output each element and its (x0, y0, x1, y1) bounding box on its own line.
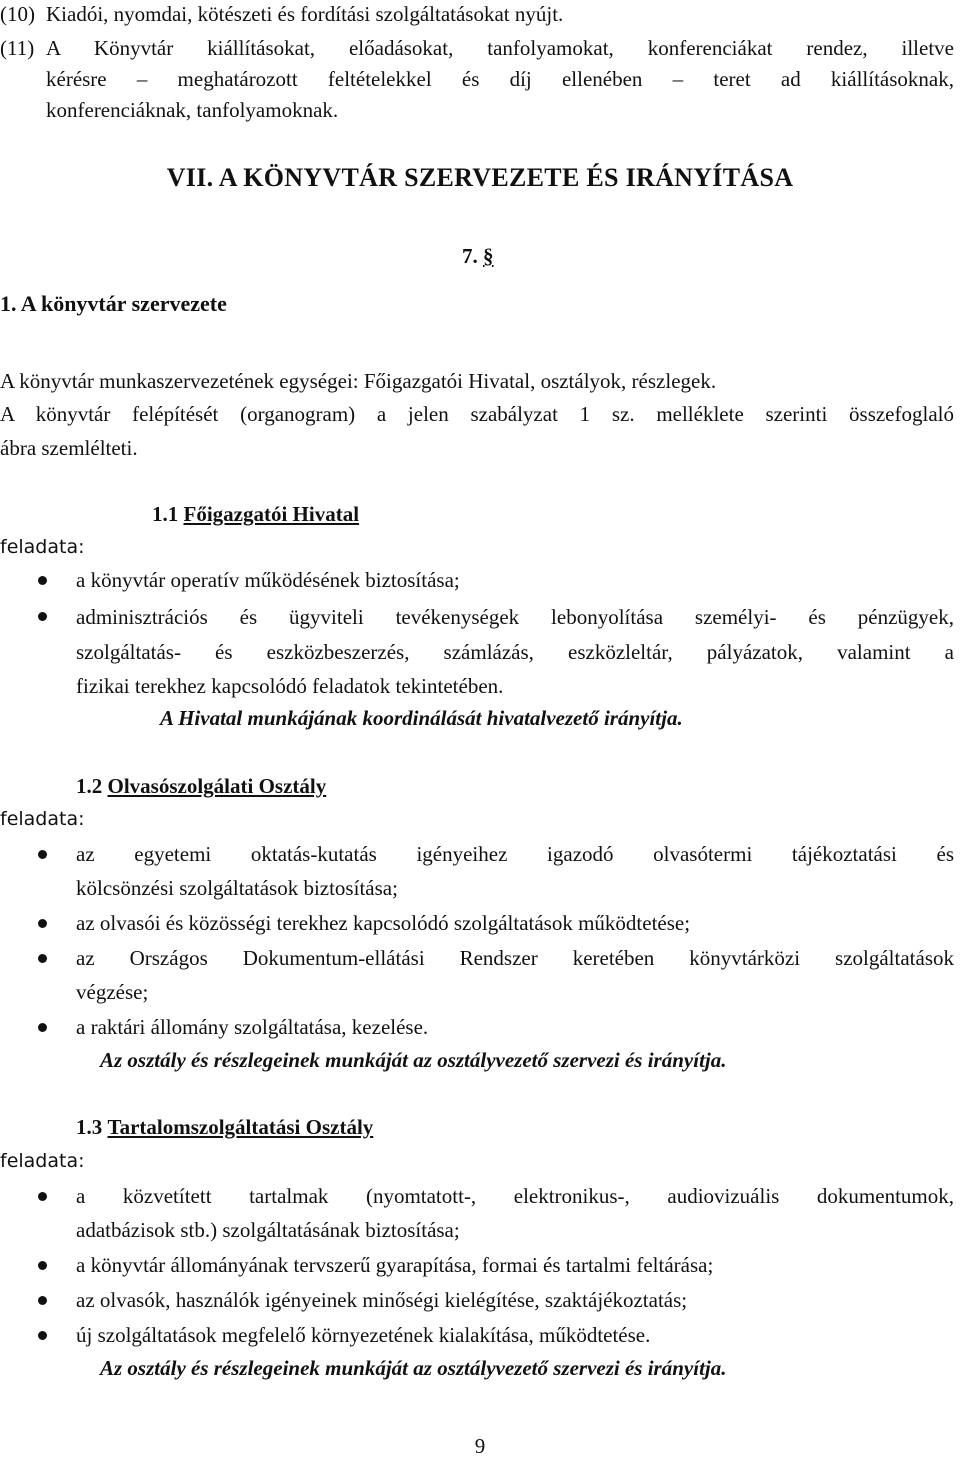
unit-1-3-heading (76, 1113, 373, 1141)
unit-1-3-task-1-line-1: a közvetített tartalmak (nyomtatott-, elektronikus-, audiovizuális dokumentumok, (76, 1184, 954, 1208)
unit-1-2-task-1-line-1: az egyetemi oktatás-kutatás igényeihez igazodó olvasótermi tájékoztatási és (76, 842, 954, 866)
unit-1-1-heading (152, 500, 359, 528)
intro-line-3: ábra szemlélteti. (0, 436, 138, 460)
unit-1-3-task-1-line-2: adatbázisok stb.) szolgáltatásának biztosítása; (76, 1218, 460, 1242)
unit-1-3-number: 1.3 (76, 1115, 103, 1139)
section-heading: 1. A könyvtár szervezete (0, 291, 227, 316)
unit-1-1-task-2-line-3: fizikai terekhez kapcsolódó feladatok tekintetében. (76, 674, 504, 698)
bullet-icon (38, 1331, 47, 1340)
bullet-icon (38, 1296, 47, 1305)
unit-1-2-heading (76, 772, 326, 800)
unit-1-1-task-2-line-2: szolgáltatás- és eszközbeszerzés, számlázás, eszközleltár, pályázatok, valamint a (76, 640, 954, 664)
unit-1-1-note: A Hivatal munkájának koordinálását hivatalvezető irányítja. (160, 706, 683, 730)
bullet-icon (38, 919, 47, 928)
unit-1-1-number: 1.1 (152, 502, 179, 526)
unit-1-3-task-3: az olvasók, használók igényeinek minőségi kielégítése, szaktájékoztatás; (76, 1288, 688, 1312)
bullet-icon (38, 1192, 47, 1201)
unit-1-2-task-4: a raktári állomány szolgáltatása, kezelése. (76, 1015, 429, 1039)
unit-1-2-task-3-line-2: végzése; (76, 980, 149, 1004)
bullet-icon (38, 576, 47, 585)
bullet-icon (38, 1023, 47, 1032)
intro-line-1: A könyvtár munkaszervezetének egységei: Főigazgatói Hivatal, osztályok, részlegek. (0, 369, 717, 393)
paragraph-number: 7. § (462, 244, 494, 268)
item-10-text: Kiadói, nyomdai, kötészeti és fordítási szolgáltatásokat nyújt. (46, 2, 564, 26)
unit-1-3-note: Az osztály és részlegeinek munkáját az osztályvezető szervezi és irányítja. (100, 1356, 727, 1380)
unit-1-2-note: Az osztály és részlegeinek munkáját az osztályvezető szervezi és irányítja. (100, 1048, 727, 1072)
unit-1-2-name: Olvasószolgálati Osztály (107, 774, 327, 798)
item-11-line-2: kérésre – meghatározott feltételekkel és díj ellenében – teret ad kiállításoknak, (46, 67, 954, 91)
chapter-title: VII. A KÖNYVTÁR SZERVEZETE ÉS IRÁNYÍTÁSA (166, 163, 794, 192)
unit-1-3-label: feladata: (0, 1150, 85, 1172)
item-11-line-1: A Könyvtár kiállításokat, előadásokat, tanfolyamokat, konferenciákat rendez, illetve (46, 36, 954, 60)
paragraph-sign: § (483, 244, 494, 268)
unit-1-2-label: feladata: (0, 808, 85, 830)
unit-1-2-number: 1.2 (76, 774, 103, 798)
unit-1-2-task-1-line-2: kölcsönzési szolgáltatások biztosítása; (76, 876, 398, 900)
item-11-number: (11) (0, 36, 35, 60)
unit-1-3-task-4: új szolgáltatások megfelelő környezetének kialakítása, működtetése. (76, 1323, 651, 1347)
page-number: 9 (474, 1434, 486, 1458)
unit-1-1-task-1: a könyvtár operatív működésének biztosítása; (76, 568, 460, 592)
unit-1-1-name: Főigazgatói Hivatal (183, 502, 360, 526)
bullet-icon (38, 612, 47, 621)
unit-1-1-task-2-line-1: adminisztrációs és ügyviteli tevékenységek lebonyolítása személyi- és pénzügyek, (76, 605, 954, 629)
bullet-icon (38, 1261, 47, 1270)
intro-line-2: A könyvtár felépítését (organogram) a jelen szabályzat 1 sz. melléklete szerinti összefoglaló (0, 402, 954, 426)
bullet-icon (38, 850, 47, 859)
unit-1-2-task-3-line-1: az Országos Dokumentum-ellátási Rendszer keretében könyvtárközi szolgáltatások (76, 946, 954, 970)
bullet-icon (38, 954, 47, 963)
unit-1-3-task-2: a könyvtár állományának tervszerű gyarapítása, formai és tartalmi feltárása; (76, 1253, 714, 1277)
item-11-line-3: konferenciáknak, tanfolyamoknak. (46, 98, 339, 122)
unit-1-3-name: Tartalomszolgáltatási Osztály (107, 1115, 374, 1139)
unit-1-1-label: feladata: (0, 536, 85, 558)
unit-1-2-task-2: az olvasói és közösségi terekhez kapcsolódó szolgáltatások működtetése; (76, 911, 691, 935)
item-10-number: (10) (0, 2, 35, 26)
